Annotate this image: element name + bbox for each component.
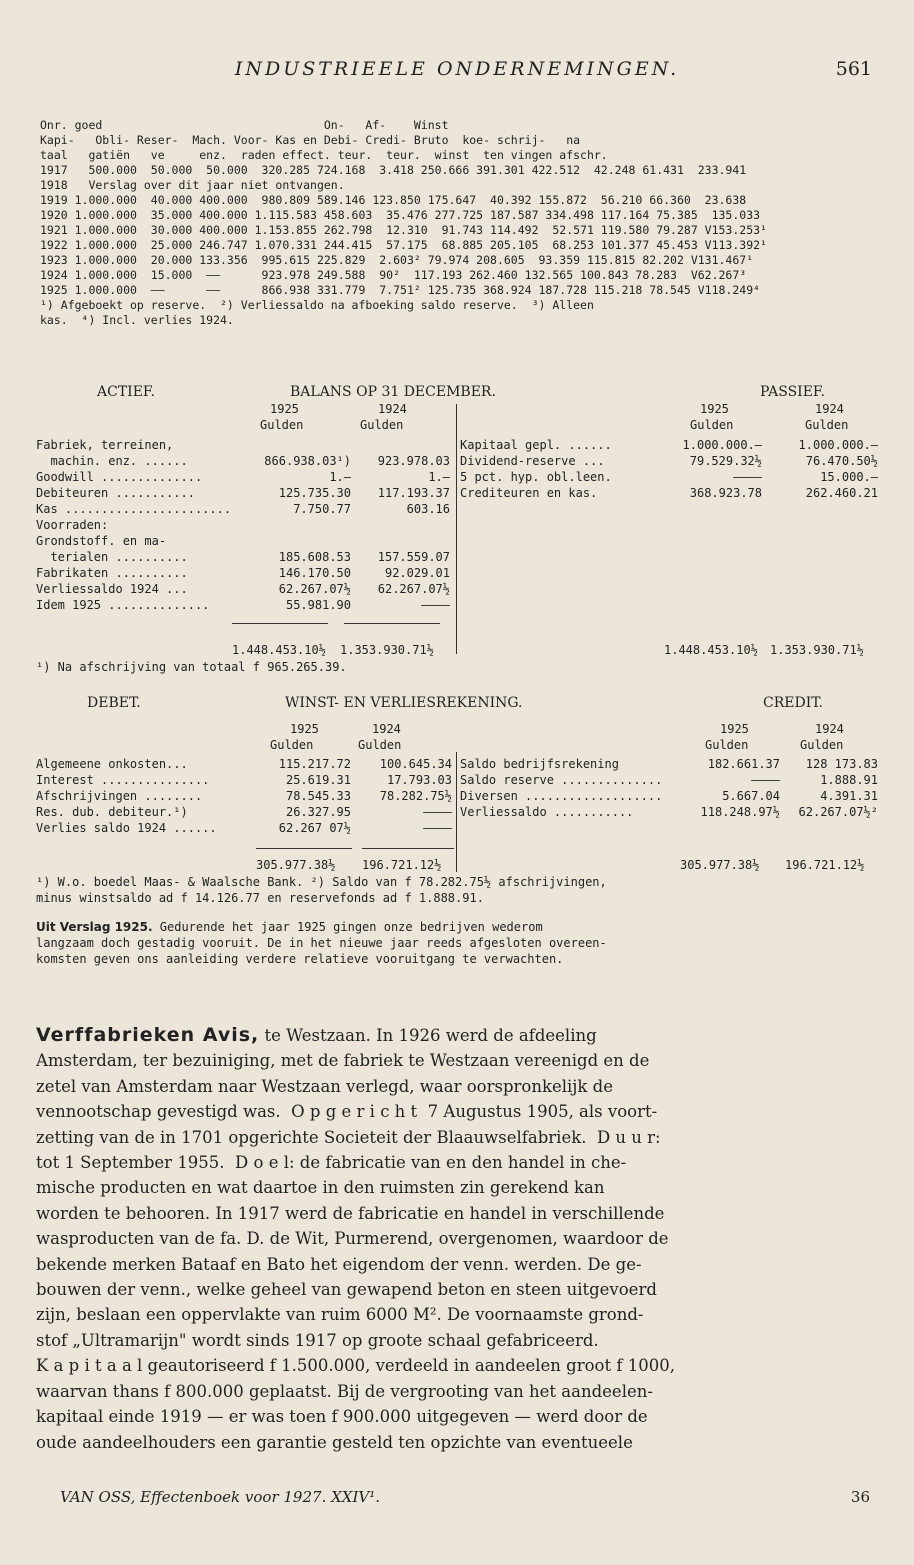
item-value: 25.619.31: [285, 773, 351, 787]
item-value: 62.267.07½²: [798, 805, 878, 819]
table-row: 1921 1.000.000 30.000 400.000 1.153.855 262.798 12.310 91.743 114.492 52.571 119.580 79.287 V153.253¹: [40, 223, 767, 237]
table-row: 1922 1.000.000 25.000 246.747 1.070.331 244.415 57.175 68.885 205.105 68.253 101.377 45.453 V113.392¹: [40, 238, 767, 252]
unit-gulden: Gulden: [805, 418, 849, 432]
item-value: 128 173.83: [805, 757, 878, 771]
item-value: 1.888.91: [820, 773, 878, 787]
list-item: [460, 804, 880, 820]
year-1924: 1924: [815, 402, 844, 416]
item-value: 262.460.21: [805, 486, 878, 500]
rule: [362, 848, 454, 849]
winst-divider: [456, 752, 457, 872]
winst-note-2: minus winstsaldo ad f 14.126.77 en reservefonds ad f 1.888.91.: [36, 891, 484, 905]
avis-line: K a p i t a a l geautoriseerd f 1.500.000, verdeeld in aandeelen groot f 1000,: [36, 1356, 675, 1376]
item-value: ————: [421, 598, 450, 612]
item-value: 62.267.07½: [278, 582, 351, 596]
item-label: Kapitaal gepl. ......: [460, 438, 612, 452]
item-label: Idem 1925 ..............: [36, 598, 210, 612]
balans-note: ¹) Na afschrijving van totaal f 965.265.39.: [36, 660, 347, 674]
balans-actief-list: [36, 437, 456, 613]
avis-line: zetel van Amsterdam naar Westzaan verlegd, waar oorspronkelijk de: [36, 1076, 613, 1096]
yearly-figures-table: [40, 118, 767, 328]
list-item: [36, 549, 456, 565]
verslag-lead: Uit Verslag 1925.: [36, 920, 153, 934]
winst-total-r1: 305.977.38½: [680, 858, 760, 872]
item-label: terialen ..........: [36, 550, 188, 564]
winst-debet-list: [36, 756, 456, 836]
item-value: 4.391.31: [820, 789, 878, 803]
verslag-line-3: komsten geven ons aanleiding verdere relatieve vooruitgang te verwachten.: [36, 952, 564, 966]
rule: [232, 623, 328, 624]
year-1924: 1924: [372, 722, 401, 736]
balans-divider: [456, 404, 457, 654]
item-value: 26.327.95: [285, 805, 351, 819]
list-item: [36, 565, 456, 581]
item-label: Saldo reserve ..............: [460, 773, 663, 787]
list-item: [460, 788, 880, 804]
item-value: 1.000.000.—: [682, 438, 762, 452]
list-item: [36, 756, 456, 772]
table-row: 1924 1.000.000 15.000 —— 923.978 249.588 90² 117.193 262.460 132.565 100.843 78.283 V62.267³: [40, 268, 747, 282]
item-value: 100.645.34: [379, 757, 452, 771]
item-value: 125.735.30: [278, 486, 351, 500]
item-label: Goodwill ..............: [36, 470, 203, 484]
item-value: 117.193.37: [377, 486, 450, 500]
list-item: [36, 804, 456, 820]
avis-line: oude aandeelhouders een garantie gesteld ten opzichte van eventueele: [36, 1432, 633, 1452]
table-row: 1917 500.000 50.000 50.000 320.285 724.168 3.418 250.666 391.301 422.512 42.248 61.431 233.941: [40, 163, 747, 177]
item-value: 923.978.03: [377, 454, 450, 468]
table-row: 1919 1.000.000 40.000 400.000 980.809 589.146 123.850 175.647 40.392 155.872 56.210 66.360 23.638: [40, 193, 747, 207]
item-label: Kas .......................: [36, 502, 232, 516]
item-value: 157.559.07: [377, 550, 450, 564]
avis-line: mische producten en wat daartoe in den ruimsten zin gerekend kan: [36, 1178, 605, 1198]
unit-gulden: Gulden: [358, 738, 402, 752]
item-value: 118.248.97½: [700, 805, 780, 819]
year-1925: 1925: [700, 402, 729, 416]
year-1924: 1924: [815, 722, 844, 736]
winst-title: WINST- EN VERLIESREKENING.: [285, 695, 523, 711]
item-label: Algemeene onkosten...: [36, 757, 188, 771]
list-item: [460, 437, 880, 453]
list-item: [36, 469, 456, 485]
balans-total-r2: 1.353.930.71½: [770, 643, 864, 657]
avis-line: zetting van de in 1701 opgerichte Societeit der Blaauwselfabriek. D u u r:: [36, 1127, 661, 1147]
item-value: 1.—: [428, 470, 450, 484]
item-value: 79.529.32½: [689, 454, 762, 468]
list-item: [36, 597, 456, 613]
avis-line: [36, 1023, 878, 1048]
verslag-text: Gedurende het jaar 1925 gingen onze bedrijven wederom: [152, 920, 543, 934]
item-label: 5 pct. hyp. obl.leen.: [460, 470, 612, 484]
item-value: ————: [423, 805, 452, 819]
item-label: Fabriek, terreinen,: [36, 438, 174, 452]
unit-gulden: Gulden: [800, 738, 844, 752]
avis-line: waarvan thans f 800.000 geplaatst. Bij de vergrooting van het aandeelen-: [36, 1381, 653, 1401]
item-label: Saldo bedrijfsrekening: [460, 757, 619, 771]
footer-page: 36: [850, 1488, 870, 1506]
rule: [256, 848, 352, 849]
item-value: 78.282.75½: [379, 789, 452, 803]
table-note-2: kas. ⁴) Incl. verlies 1924.: [40, 313, 234, 327]
winst-total-l2: 196.721.12½: [362, 858, 442, 872]
item-value: 185.608.53: [278, 550, 351, 564]
item-value: 1.—: [329, 470, 351, 484]
list-item: [460, 453, 880, 469]
unit-gulden: Gulden: [705, 738, 749, 752]
balans-total-l1: 1.448.453.10½: [232, 643, 326, 657]
item-value: 603.16: [406, 502, 450, 516]
avis-line: kapitaal einde 1919 — er was toen f 900.000 uitgegeven — werd door de: [36, 1407, 648, 1427]
list-item: [36, 772, 456, 788]
table-row: 1923 1.000.000 20.000 133.356 995.615 225.829 2.603² 79.974 208.605 93.359 115.815 82.202 V131.467¹: [40, 253, 754, 267]
item-value: 92.029.01: [384, 566, 450, 580]
list-item: [460, 485, 880, 501]
item-value: ————: [751, 773, 780, 787]
verslag-line-1: [36, 920, 543, 934]
year-1925: 1925: [290, 722, 319, 736]
item-label: Verliessaldo ...........: [460, 805, 634, 819]
balans-title: BALANS OP 31 DECEMBER.: [290, 384, 496, 400]
year-1925: 1925: [720, 722, 749, 736]
actief-heading: ACTIEF.: [97, 384, 155, 400]
item-value: 182.661.37: [707, 757, 780, 771]
company-name: Verffabrieken Avis,: [36, 1024, 260, 1046]
footer-source: VAN OSS, Effectenboek voor 1927. XXIV¹.: [60, 1488, 380, 1506]
list-item: [460, 469, 880, 485]
item-value: 146.170.50: [278, 566, 351, 580]
avis-line: wasproducten van de fa. D. de Wit, Purmerend, overgenomen, waardoor de: [36, 1229, 669, 1249]
table-row: 1918 Verslag over dit jaar niet ontvangen.: [40, 178, 345, 192]
item-value: 368.923.78: [689, 486, 762, 500]
avis-line: zijn, beslaan een oppervlakte van ruim 6000 M². De voornaamste grond-: [36, 1305, 644, 1325]
balans-total-l2: 1.353.930.71½: [340, 643, 434, 657]
winst-total-r2: 196.721.12½: [785, 858, 865, 872]
list-item: [36, 517, 456, 533]
list-item: [36, 788, 456, 804]
running-header: INDUSTRIEELE ONDERNEMINGEN.: [234, 58, 680, 80]
item-value: 78.545.33: [285, 789, 351, 803]
balans-passief-list: [460, 437, 880, 501]
item-value: 1.000.000.—: [798, 438, 878, 452]
item-label: Grondstoff. en ma-: [36, 534, 167, 548]
year-1925: 1925: [270, 402, 299, 416]
list-item: [460, 772, 880, 788]
item-label: Debiteuren ...........: [36, 486, 195, 500]
unit-gulden: Gulden: [260, 418, 304, 432]
page-number: 561: [835, 58, 872, 80]
avis-line: tot 1 September 1955. D o e l: de fabricatie van en den handel in che-: [36, 1153, 627, 1173]
item-label: Interest ...............: [36, 773, 210, 787]
list-item: [36, 453, 456, 469]
list-item: [36, 485, 456, 501]
item-label: Res. dub. debiteur.¹): [36, 805, 188, 819]
debet-heading: DEBET.: [87, 695, 141, 711]
list-item: [36, 437, 456, 453]
list-item: [36, 820, 456, 836]
table-row: 1925 1.000.000 —— —— 866.938 331.779 7.751² 125.735 368.924 187.728 115.218 78.545 V118.249⁴: [40, 283, 761, 297]
item-label: Fabrikaten ..........: [36, 566, 188, 580]
item-value: ————: [423, 821, 452, 835]
unit-gulden: Gulden: [360, 418, 404, 432]
balans-total-r1: 1.448.453.10½: [664, 643, 758, 657]
item-label: Dividend-reserve ...: [460, 454, 605, 468]
item-label: Diversen ...................: [460, 789, 663, 803]
rule: [344, 623, 440, 624]
avis-line: Amsterdam, ter bezuiniging, met de fabriek te Westzaan vereenigd en de: [36, 1051, 650, 1071]
item-value: 17.793.03: [386, 773, 452, 787]
item-value: 866.938.03¹): [264, 454, 351, 468]
item-value: 62.267 07½: [278, 821, 351, 835]
table-head-3: taal gatiën ve enz. raden effect. teur. teur. winst ten vingen afschr.: [40, 148, 608, 162]
list-item: [36, 581, 456, 597]
unit-gulden: Gulden: [690, 418, 734, 432]
winst-note-1: ¹) W.o. boedel Maas- & Waalsche Bank. ²) Saldo van f 78.282.75½ afschrijvingen,: [36, 875, 607, 889]
table-head-2: Kapi- Obli- Reser- Mach. Voor- Kas en Debi- Credi- Bruto koe- schrij- na: [40, 133, 581, 147]
passief-heading: PASSIEF.: [760, 384, 825, 400]
item-label: Voorraden:: [36, 518, 109, 532]
item-label: Afschrijvingen ........: [36, 789, 203, 803]
list-item: [460, 756, 880, 772]
credit-heading: CREDIT.: [763, 695, 823, 711]
item-label: Crediteuren en kas.: [460, 486, 598, 500]
verslag-line-2: langzaam doch gestadig vooruit. De in het nieuwe jaar reeds afgesloten overeen-: [36, 936, 607, 950]
list-item: [36, 501, 456, 517]
item-label: Verlies saldo 1924 ......: [36, 821, 217, 835]
avis-line: worden te behooren. In 1917 werd de fabricatie en handel in verschillende: [36, 1203, 665, 1223]
winst-total-l1: 305.977.38½: [256, 858, 336, 872]
item-value: 115.217.72: [278, 757, 351, 771]
unit-gulden: Gulden: [270, 738, 314, 752]
list-item: [36, 533, 456, 549]
avis-line: bekende merken Bataaf en Bato het eigendom der venn. werden. De ge-: [36, 1254, 642, 1274]
year-1924: 1924: [378, 402, 407, 416]
item-value: 7.750.77: [293, 502, 351, 516]
item-value: ————: [733, 470, 762, 484]
winst-credit-list: [460, 756, 880, 820]
item-label: Verliessaldo 1924 ...: [36, 582, 188, 596]
item-value: 55.981.90: [285, 598, 351, 612]
avis-line: vennootschap gevestigd was. O p g e r i c h t 7 Augustus 1905, als voort-: [36, 1102, 658, 1122]
avis-line: bouwen der venn., welke geheel van gewapend beton en steen uitgevoerd: [36, 1280, 657, 1300]
item-value: 15.000.—: [820, 470, 878, 484]
table-head-1: Onr. goed On- Af- Winst: [40, 118, 449, 132]
avis-text: te Westzaan. In 1926 werd de afdeeling: [259, 1026, 597, 1045]
item-value: 76.470.50½: [805, 454, 878, 468]
item-value: 62.267.07½: [377, 582, 450, 596]
table-note-1: ¹) Afgeboekt op reserve. ²) Verliessaldo na afboeking saldo reserve. ³) Alleen: [40, 298, 594, 312]
item-value: 5.667.04: [722, 789, 780, 803]
table-row: 1920 1.000.000 35.000 400.000 1.115.583 458.603 35.476 277.725 187.587 334.498 117.164 75.385 135.033: [40, 208, 761, 222]
avis-line: stof „Ultramarijn" wordt sinds 1917 op groote schaal gefabriceerd.: [36, 1330, 599, 1350]
avis-section: [36, 1023, 878, 1455]
item-label: machin. enz. ......: [36, 454, 188, 468]
